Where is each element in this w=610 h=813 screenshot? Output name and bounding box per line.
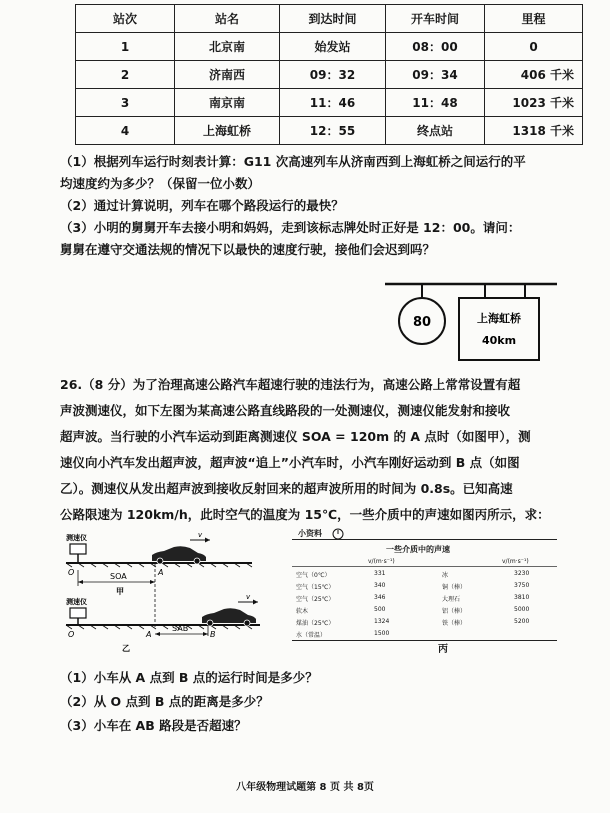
table-cell: 济南西	[175, 61, 280, 89]
medium-speed: 3750	[514, 582, 530, 589]
device-label-top: 测速仪	[66, 534, 87, 542]
figure-jia-label: 甲	[116, 587, 124, 596]
table-cell: 406 千米	[485, 61, 583, 89]
medium-speed: 1500	[374, 630, 390, 637]
q26-line-6: 公路限速为 120km/h，此时空气的温度为 15℃，一些介质中的声速如图丙所示，求：	[60, 507, 550, 522]
table-cell: 2	[76, 61, 175, 89]
speed-limit-value: 80	[412, 315, 432, 330]
table-top-rule	[292, 539, 557, 540]
point-a-bottom: A	[146, 630, 152, 639]
car-bottom	[202, 608, 256, 626]
velocity-label-bottom: v	[246, 593, 251, 601]
car-top	[152, 546, 206, 564]
table-cell: 09：32	[280, 61, 386, 89]
header-rule	[292, 566, 557, 567]
q26-line-5: 乙）。测速仪从发出超声波到接收反射回来的超声波所用的时间为 0.8s。已知高速	[60, 481, 513, 496]
q25-line-3: （2）通过计算说明，列车在哪个路段运行的最快？	[60, 198, 344, 213]
point-a-top: A	[158, 568, 164, 577]
arrowhead	[155, 632, 160, 636]
column-header: 站次	[76, 5, 175, 33]
road-sign-figure	[385, 280, 565, 372]
unit-label-right: v/(m·s⁻¹)	[502, 558, 529, 565]
table-bottom-rule	[292, 640, 557, 641]
table-cell: 11：46	[280, 89, 386, 117]
q26-sub-3: （3）小车在 AB 路段是否超速？	[60, 718, 247, 733]
table-cell: 南京南	[175, 89, 280, 117]
table-cell: 1023 千米	[485, 89, 583, 117]
medium-name: 铁（棒）	[442, 620, 467, 627]
table-cell: 12：55	[280, 117, 386, 145]
medium-name: 冰	[442, 572, 449, 579]
medium-speed: 340	[374, 582, 386, 589]
medium-speed: 5200	[514, 618, 530, 625]
table-cell: 11：48	[386, 89, 485, 117]
q25-line-1: （1）根据列车运行时刻表计算：G11 次高速列车从济南西到上海虹桥之间运行的平	[60, 154, 526, 169]
medium-name: 空气（0℃）	[296, 572, 331, 579]
q26-line-3: 超声波。当行驶的小汽车运动到距离测速仪 SOA = 120m 的 A 点时（如图甲），测	[60, 429, 531, 444]
table-row	[76, 33, 583, 61]
sound-table-title: 一些介质中的声速	[386, 545, 450, 554]
device-label-bottom: 测速仪	[66, 598, 87, 606]
medium-speed: 3230	[514, 570, 530, 577]
velocity-label-top: v	[198, 531, 203, 539]
table-cell: 始发站	[280, 33, 386, 61]
point-b-bottom: B	[210, 630, 216, 639]
q25-line-4: （3）小明的舅舅开车去接小明和妈妈，走到该标志牌处时正好是 12：00。请问：	[60, 220, 521, 235]
speed-detector-top	[70, 544, 86, 554]
speed-detector-diagram	[62, 528, 272, 653]
table-row	[76, 117, 583, 145]
medium-name: 水（常温）	[296, 632, 327, 639]
column-header: 里程	[485, 5, 583, 33]
column-header: 到达时间	[280, 5, 386, 33]
medium-name: 软木	[296, 608, 309, 615]
medium-speed: 500	[374, 606, 386, 613]
figure-bing-label: 丙	[438, 644, 448, 655]
unit-label-left: v/(m·s⁻¹)	[368, 558, 395, 565]
point-o-bottom: O	[68, 630, 75, 639]
sab-label: SAB	[172, 624, 189, 633]
table-cell: 北京南	[175, 33, 280, 61]
train-timetable	[75, 4, 583, 145]
q26-line-4: 速仪向小汽车发出超声波，超声波“追上”小汽车时，小汽车刚好运动到 B 点（如图	[60, 455, 520, 470]
medium-name: 铜（棒）	[442, 584, 467, 591]
q25-line-5: 舅舅在遵守交通法规的情况下以最快的速度行驶，接他们会迟到吗？	[60, 242, 436, 257]
medium-speed: 331	[374, 570, 386, 577]
page-footer: 八年级物理试题第 8 页 共 8页	[236, 782, 374, 793]
table-cell: 1318 千米	[485, 117, 583, 145]
table-cell: 1	[76, 33, 175, 61]
q26-sub-1: （1）小车从 A 点到 B 点的运行时间是多少？	[60, 670, 318, 685]
point-o-top: O	[68, 568, 75, 577]
table-cell: 3	[76, 89, 175, 117]
medium-speed: 5000	[514, 606, 530, 613]
medium-name: 空气（15℃）	[296, 584, 335, 591]
table-row	[76, 61, 583, 89]
medium-speed: 3810	[514, 594, 530, 601]
medium-name: 空气（25℃）	[296, 596, 335, 603]
medium-name: 大理石	[442, 596, 461, 603]
speed-detector-bottom	[70, 608, 86, 618]
column-header: 站名	[175, 5, 280, 33]
distance-sign-distance: 40km	[481, 334, 517, 347]
arrowhead	[203, 632, 208, 636]
q26-line-1: 26.（8 分）为了治理高速公路汽车超速行驶的违法行为，高速公路上常常设置有超	[60, 377, 521, 392]
medium-name: 煤油（25℃）	[296, 620, 335, 627]
soa-label: SOA	[110, 572, 127, 581]
thermometer-label: 小资料	[298, 529, 322, 538]
sound-speed-figure	[292, 526, 562, 656]
arrowhead	[150, 580, 155, 584]
arrowhead	[205, 538, 210, 543]
q25-line-2: 均速度约为多少？（保留一位小数）	[60, 176, 261, 191]
q26-line-2: 声波测速仪，如下左图为某高速公路直线路段的一处测速仪，测速仪能发射和接收	[60, 403, 511, 418]
distance-sign-destination: 上海虹桥	[477, 312, 521, 325]
table-cell: 09：34	[386, 61, 485, 89]
q26-sub-2: （2）从 O 点到 B 点的距离是多少？	[60, 694, 269, 709]
table-cell: 08：00	[386, 33, 485, 61]
column-header: 开车时间	[386, 5, 485, 33]
figure-yi-label: 乙	[122, 644, 130, 653]
medium-name: 铝（棒）	[442, 608, 467, 615]
table-row	[76, 89, 583, 117]
medium-speed: 346	[374, 594, 386, 601]
table-cell: 终点站	[386, 117, 485, 145]
table-cell: 上海虹桥	[175, 117, 280, 145]
table-cell: 0	[485, 33, 583, 61]
medium-speed: 1324	[374, 618, 390, 625]
distance-sign	[459, 298, 539, 360]
table-header-row	[76, 5, 583, 33]
arrowhead	[253, 600, 258, 605]
table-cell: 4	[76, 117, 175, 145]
arrowhead	[78, 580, 83, 584]
